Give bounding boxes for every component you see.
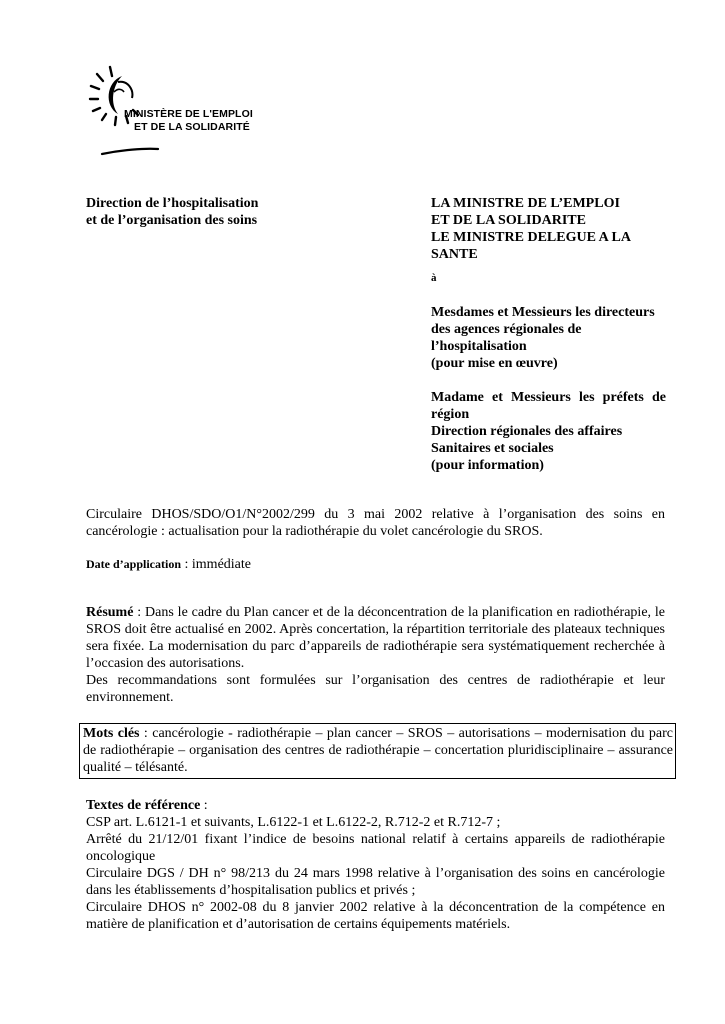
logo-text-line2: ET DE LA SOLIDARITÉ — [134, 121, 250, 133]
summary-sep: : — [133, 605, 146, 620]
direction-line2: et de l’organisation des soins — [86, 213, 258, 228]
recipients-primary — [431, 304, 666, 372]
logo-text-line1: MINISTÈRE DE L'EMPLOI — [124, 108, 253, 120]
summary-paragraph-2: Des recommandations sont formulées sur l’organisation des centres de radiothérapie et leur environnement. — [86, 673, 665, 705]
recipient-line: (pour mise en œuvre) — [431, 356, 558, 371]
summary-paragraph — [86, 604, 665, 672]
date-application-value: immédiate — [191, 557, 251, 572]
reference-heading — [86, 797, 665, 814]
to-label: à — [431, 272, 437, 284]
ministers — [431, 195, 666, 263]
summary — [86, 604, 665, 706]
reference-item: Circulaire DHOS n° 2002-08 du 8 janvier 2002 relative à la déconcentration de la compétence en matière de planification et d’autorisation de certains équipements matériels. — [86, 900, 665, 932]
minister-line: LA MINISTRE DE L’EMPLOI — [431, 196, 620, 211]
reference-item: CSP art. L.6121-1 et suivants, L.6122-1 et L.6122-2, R.712-2 et R.712-7 ; — [86, 815, 501, 830]
issuing-direction — [86, 195, 346, 229]
recipients-secondary — [431, 389, 666, 474]
summary-text: Dans le cadre du Plan cancer et de la déconcentration de la planification en radiothérapie, le SROS doit être actualisé en 2002. Après concertation, la répartition territoriale des plateaux techniques sera fixée. La modernisation du parc d’appareils de radiothérapie sera systématiquement recherchée à l’occasion des autorisations. — [86, 605, 665, 671]
recipient-line: Madame et Messieurs les préfets de région — [431, 390, 666, 422]
reference-item: Arrêté du 21/12/01 fixant l’indice de besoins national relatif à certains appareils de radiothérapie oncologique — [86, 832, 665, 864]
keywords-box — [79, 723, 676, 779]
date-application-sep: : — [181, 557, 192, 572]
minister-line: LE MINISTRE DELEGUE A LA — [431, 230, 631, 245]
date-application-label: Date d’application — [86, 557, 182, 571]
keywords-text: : cancérologie - radiothérapie – plan cancer – SROS – autorisations – modernisation du parc de radiothérapie – organisation des centres de radiothérapie – concertation pluridisciplinaire – assurance qualité – télésanté. — [83, 726, 673, 775]
recipient-line: (pour information) — [431, 458, 544, 473]
recipient-line: Direction régionales des affaires — [431, 424, 623, 439]
date-application — [86, 556, 665, 573]
minister-line: ET DE LA SOLIDARITE — [431, 213, 586, 228]
recipient-line: l’hospitalisation — [431, 339, 527, 354]
keywords-label: Mots clés — [83, 726, 140, 741]
minister-line: SANTE — [431, 247, 478, 262]
recipient-line: Sanitaires et sociales — [431, 441, 554, 456]
recipient-line: Mesdames et Messieurs les directeurs — [431, 305, 655, 320]
direction-line1: Direction de l’hospitalisation — [86, 196, 259, 211]
ministry-logo — [88, 62, 288, 158]
summary-label: Résumé — [86, 605, 134, 620]
reference-item: Circulaire DGS / DH n° 98/213 du 24 mars 1998 relative à l’organisation des soins en cancérologie dans les établissements d’hospitalisation publics et privés ; — [86, 866, 665, 898]
reference-texts — [86, 797, 665, 933]
recipient-line: des agences régionales de — [431, 322, 582, 337]
circulaire-title: Circulaire DHOS/SDO/O1/N°2002/299 du 3 mai 2002 relative à l’organisation des soins en cancérologie : actualisation pour la radiothérapie du volet cancérologie du SROS. — [86, 507, 665, 539]
reference-label: Textes de référence — [86, 798, 201, 813]
reference-sep: : — [200, 798, 208, 813]
addressees-block — [431, 195, 666, 474]
